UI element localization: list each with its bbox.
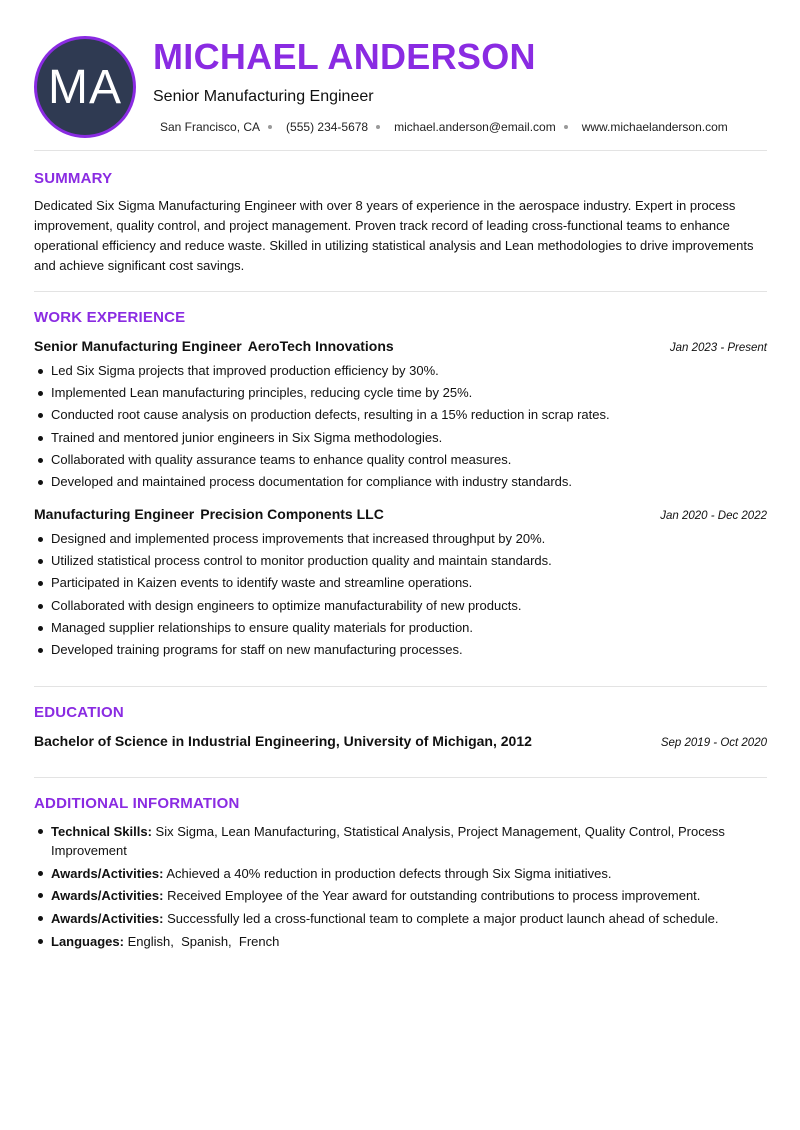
- job-company: AeroTech Innovations: [247, 338, 394, 354]
- job-title-company: [34, 506, 384, 524]
- summary-text: Dedicated Six Sigma Manufacturing Engineer with over 8 years of experience in the aerospace industry. Expert in process improvement, quality control, and project management. Proven track record of leading cross-functional teams to enhance operational efficiency and reduce waste. Skilled in utilizing statistical analysis and Lean methodologies to drive improvements and achieve significant cost savings.: [34, 198, 754, 273]
- job-role: Manufacturing Engineer: [34, 506, 195, 522]
- list-item: Designed and implemented process improvements that increased throughput by 20%.: [34, 528, 769, 550]
- contact-location: San Francisco, CA: [160, 120, 261, 134]
- list-item: Collaborated with quality assurance teams to enhance quality control measures.: [34, 449, 769, 471]
- list-item: [34, 822, 769, 860]
- item-label: Awards/Activities:: [51, 910, 164, 926]
- contact-website[interactable]: www.michaelanderson.com: [581, 120, 728, 134]
- list-item: [34, 864, 769, 883]
- contact-phone: (555) 234-5678: [286, 120, 369, 134]
- section-divider: [34, 777, 767, 778]
- item-text: Received Employee of the Year award for outstanding contributions to process improvement.: [167, 888, 701, 903]
- list-item: Managed supplier relationships to ensure quality materials for production.: [34, 617, 769, 639]
- section-divider: [34, 150, 767, 151]
- item-label: Awards/Activities:: [51, 865, 164, 881]
- education-degree: Bachelor of Science in Industrial Engineering, University of Michigan, 2012: [34, 733, 532, 749]
- section-divider: [34, 686, 767, 687]
- candidate-name: MICHAEL ANDERSON: [153, 36, 536, 77]
- item-label: Awards/Activities:: [51, 888, 164, 903]
- avatar: [34, 36, 136, 138]
- list-item: Utilized statistical process control to monitor production quality and maintain standards.: [34, 550, 769, 572]
- job-bullet-list: [34, 360, 769, 493]
- contact-row: [160, 120, 728, 134]
- summary-heading: SUMMARY: [34, 170, 113, 187]
- education-heading: EDUCATION: [34, 704, 124, 721]
- job-title-company: [34, 338, 394, 356]
- list-item: Implemented Lean manufacturing principles, reducing cycle time by 25%.: [34, 382, 769, 404]
- dot-separator-icon: [376, 125, 380, 129]
- list-item: [34, 886, 769, 905]
- list-item: Trained and mentored junior engineers in Six Sigma methodologies.: [34, 427, 769, 449]
- item-text: Six Sigma, Lean Manufacturing, Statistical Analysis, Project Management, Quality Control, Process Improvement: [51, 824, 725, 858]
- job-dates: Jan 2023 - Present: [669, 342, 767, 354]
- list-item: Conducted root cause analysis on production defects, resulting in a 15% reduction in scrap rates.: [34, 404, 769, 426]
- work-experience-heading: WORK EXPERIENCE: [34, 309, 186, 326]
- additional-info-list: [34, 822, 769, 954]
- job-header: [34, 338, 767, 356]
- list-item: Developed training programs for staff on new manufacturing processes.: [34, 639, 769, 661]
- item-label: Technical Skills:: [51, 824, 152, 839]
- dot-separator-icon: [268, 125, 272, 129]
- list-item: Led Six Sigma projects that improved production efficiency by 30%.: [34, 360, 769, 382]
- item-text: English, Spanish, French: [127, 933, 280, 949]
- job-header: [34, 506, 767, 524]
- list-item: [34, 932, 769, 951]
- education-dates: Sep 2019 - Oct 2020: [660, 737, 767, 749]
- job-role: Senior Manufacturing Engineer: [34, 338, 242, 354]
- item-text: Successfully led a cross-functional team to complete a major product launch ahead of schedule.: [167, 910, 719, 926]
- list-item: Collaborated with design engineers to optimize manufacturability of new products.: [34, 595, 769, 617]
- item-text: Achieved a 40% reduction in production defects through Six Sigma initiatives.: [166, 865, 612, 881]
- job-dates: Jan 2020 - Dec 2022: [660, 510, 767, 522]
- candidate-title: Senior Manufacturing Engineer: [153, 88, 374, 105]
- section-divider: [34, 291, 767, 292]
- list-item: Developed and maintained process documentation for compliance with industry standards.: [34, 471, 769, 493]
- list-item: Participated in Kaizen events to identify waste and streamline operations.: [34, 572, 769, 594]
- additional-info-heading: ADDITIONAL INFORMATION: [34, 795, 240, 812]
- contact-email[interactable]: michael.anderson@email.com: [394, 120, 556, 134]
- item-label: Languages:: [51, 933, 124, 949]
- dot-separator-icon: [564, 125, 568, 129]
- job-bullet-list: [34, 528, 769, 661]
- education-entry: [34, 733, 767, 749]
- list-item: [34, 909, 769, 928]
- job-company: Precision Components LLC: [200, 506, 384, 522]
- avatar-initials: MA: [48, 60, 122, 114]
